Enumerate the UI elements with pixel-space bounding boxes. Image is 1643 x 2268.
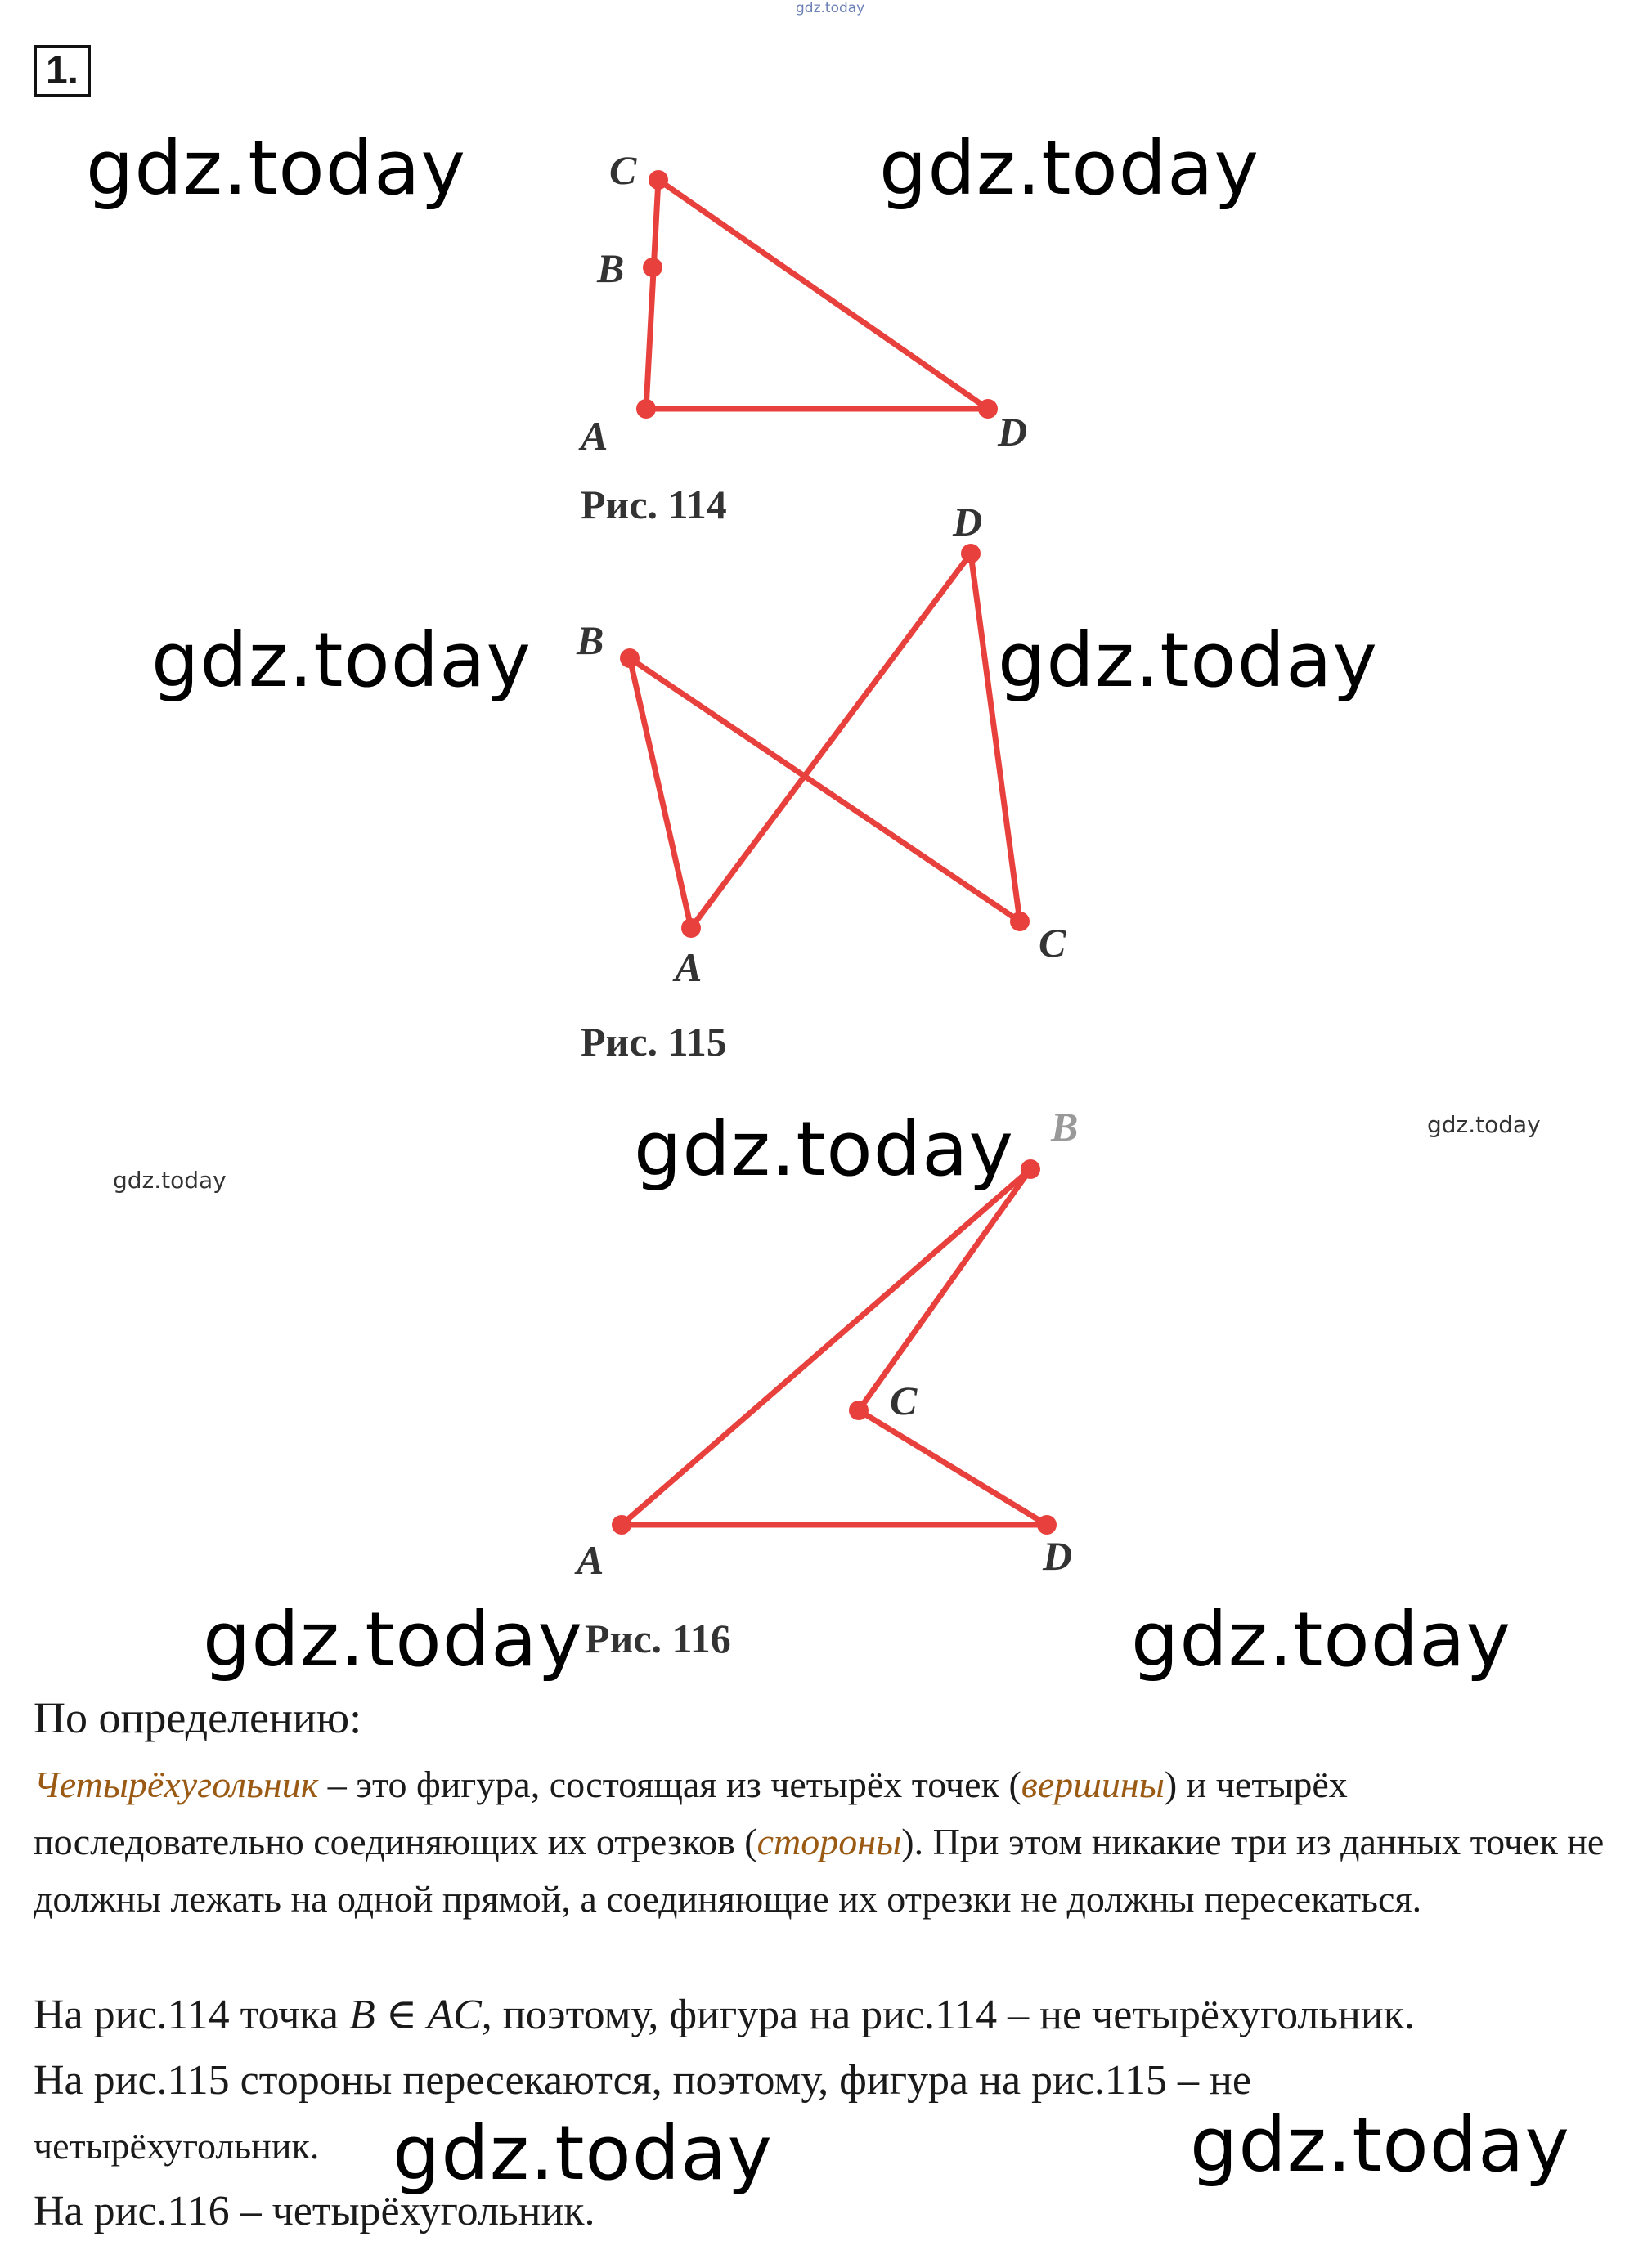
statement-fig-116: На рис.116 – четырёхугольник. — [34, 2188, 595, 2234]
label-c: C — [609, 147, 637, 193]
point-c — [849, 1401, 869, 1420]
math-expression: B ∈ AC — [349, 1992, 482, 2038]
label-b: B — [597, 245, 625, 291]
label-a: A — [581, 413, 608, 459]
segment-dc — [859, 1410, 1047, 1525]
segment-cb — [630, 658, 1020, 921]
point-a — [636, 399, 656, 419]
statement-fig-115-line1: На рис.115 стороны пересекаются, поэтому, фигура на рис.115 – не — [34, 2057, 1251, 2104]
label-a: A — [675, 944, 703, 990]
point-a — [681, 918, 701, 938]
label-c: C — [1039, 920, 1066, 966]
term-sides: стороны — [756, 1821, 902, 1862]
watermark: gdz.today — [393, 2109, 773, 2197]
label-d: D — [998, 409, 1028, 455]
point-b — [643, 258, 662, 277]
exercise-number: 1. — [34, 45, 91, 97]
segment-dc — [971, 554, 1020, 921]
watermark: gdz.today — [1131, 1596, 1511, 1683]
watermark: gdz.today — [86, 124, 466, 212]
watermark: gdz.today — [879, 124, 1259, 212]
term-quadrilateral: Четырёхугольник — [34, 1764, 319, 1805]
definition-text: ). При этом никакие три из данных точек не должны лежать на одной прямой, а соединяющие их отрезки не должны пересекаться. — [34, 1821, 1605, 1920]
label-b: B — [577, 617, 604, 663]
segment-ad — [691, 554, 971, 928]
point-b — [620, 648, 640, 668]
segment-ba — [630, 658, 691, 928]
point-d — [978, 399, 998, 419]
segment-cb — [859, 1169, 1030, 1410]
segment-cd — [658, 180, 988, 409]
statement-text: , поэтому, фигура на рис.114 – не четырёхугольник. — [481, 1992, 1415, 2038]
point-c — [649, 170, 668, 190]
watermark: gdz.today — [113, 1167, 227, 1194]
definition-paragraph — [34, 1756, 1612, 1928]
point-b — [1021, 1159, 1040, 1179]
watermark: gdz.today — [151, 616, 532, 704]
watermark: gdz.today — [634, 1105, 1014, 1193]
watermark: gdz.today — [1427, 1111, 1541, 1138]
point-d — [961, 544, 981, 563]
label-d: D — [1043, 1533, 1073, 1579]
top-watermark: gdz.today — [796, 0, 865, 16]
watermark: gdz.today — [203, 1596, 583, 1683]
statement-fig-115-line2: четырёхугольник. — [34, 2125, 320, 2167]
definition-heading: По определению: — [34, 1693, 362, 1742]
caption-114: Рис. 114 — [581, 482, 727, 527]
label-b: B — [1051, 1104, 1079, 1150]
caption-116: Рис. 116 — [585, 1616, 731, 1661]
label-c: C — [890, 1378, 918, 1423]
statement-text: На рис.114 точка — [34, 1992, 350, 2038]
point-c — [1010, 912, 1030, 931]
segment-ba — [622, 1169, 1030, 1525]
watermark: gdz.today — [998, 616, 1378, 704]
caption-115: Рис. 115 — [581, 1019, 727, 1065]
definition-text: – это фигура, состоящая из четырёх точек ( — [318, 1764, 1021, 1805]
definition-text: ) и четырёх последовательно соединяющих их отрезков ( — [34, 1764, 1348, 1862]
figure-115 — [556, 495, 1129, 1002]
segment-ca — [646, 180, 658, 409]
point-d — [1037, 1515, 1057, 1535]
label-d: D — [953, 499, 983, 545]
label-a: A — [577, 1537, 604, 1583]
statement-fig-114 — [34, 1983, 1612, 2048]
term-vertices: вершины — [1021, 1764, 1165, 1805]
point-a — [612, 1515, 631, 1535]
watermark: gdz.today — [1190, 2101, 1570, 2189]
